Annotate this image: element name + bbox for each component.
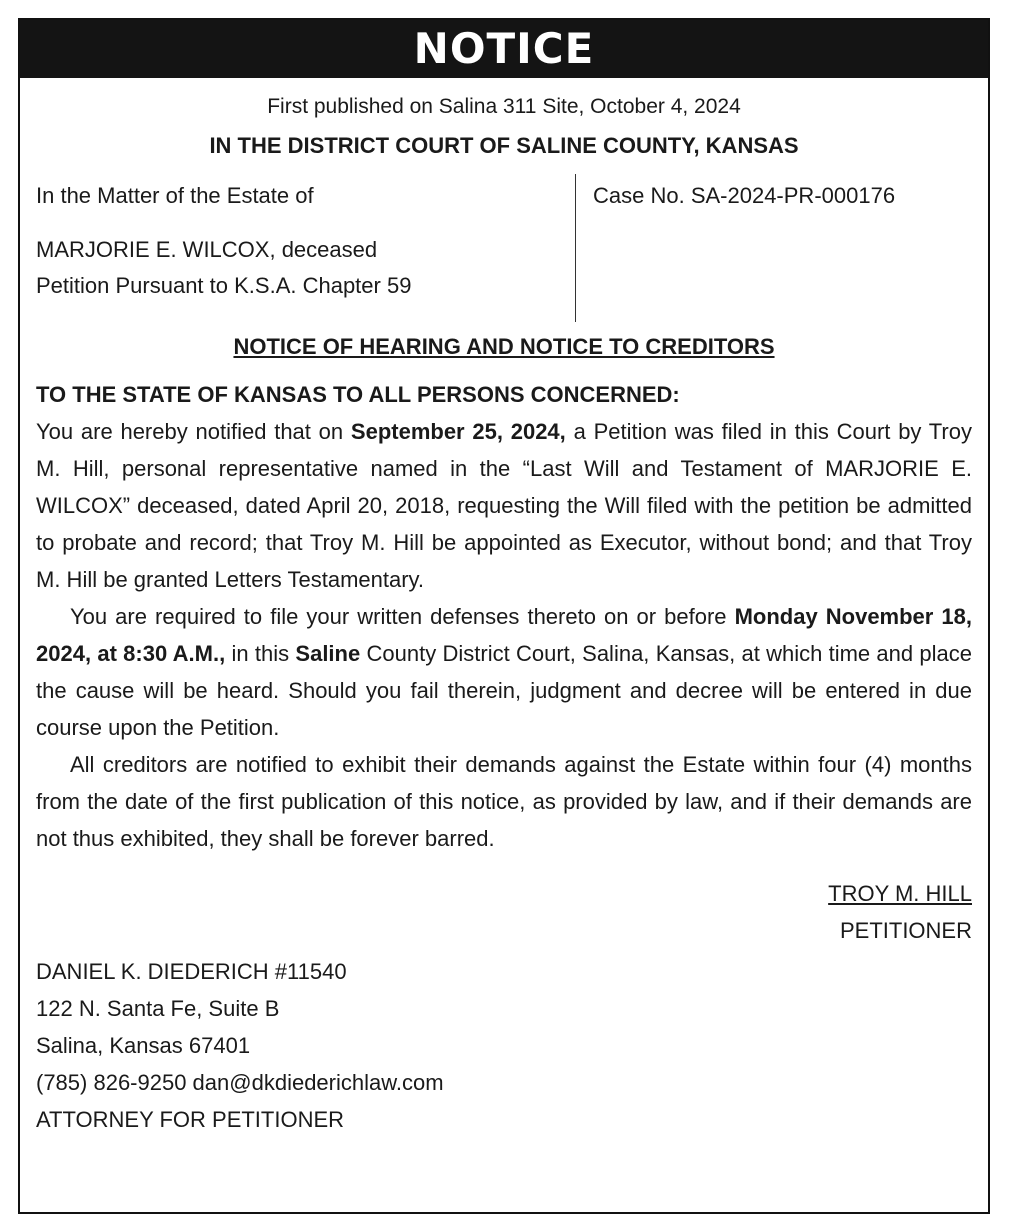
- attorney-name: DANIEL K. DIEDERICH #11540: [36, 959, 347, 984]
- case-caption: [20, 174, 988, 322]
- case-number: Case No. SA-2024-PR-000176: [593, 183, 896, 208]
- paragraph-creditors: All creditors are notified to exhibit their demands against the Estate within four (4) months from the date of the first publication of this notice, as provided by law, and if their demands are not thus exhibited, they shall be forever barred.: [36, 752, 972, 851]
- caption-left: [36, 178, 556, 304]
- notice-banner: NOTICE: [20, 20, 988, 78]
- attorney-address-1: 122 N. Santa Fe, Suite B: [36, 996, 280, 1021]
- attorney-address-2: Salina, Kansas 67401: [36, 1033, 251, 1058]
- matter-line: In the Matter of the Estate of: [36, 183, 314, 208]
- attorney-role: ATTORNEY FOR PETITIONER: [36, 1107, 345, 1132]
- petition-line: Petition Pursuant to K.S.A. Chapter 59: [36, 273, 412, 298]
- paragraph-defenses: You are required to file your written defenses thereto on or before Monday November 18, 2024, at 8:30 A.M., in this Saline County District Court, Salina, Kansas, at which time and place the cause will be heard. Should you fail therein, judgment and decree will be entered in due course upon the Petition.: [36, 604, 973, 740]
- first-published-line: First published on Salina 311 Site, October 4, 2024: [267, 95, 741, 118]
- notice-body: [20, 376, 988, 857]
- petitioner-name: TROY M. HILL: [828, 881, 972, 906]
- attorney-block: [20, 953, 988, 1138]
- caption-divider: [575, 174, 576, 322]
- decedent-line: MARJORIE E. WILCOX, deceased: [36, 237, 378, 262]
- petitioner-title: PETITIONER: [839, 918, 972, 943]
- notice-frame: [18, 18, 990, 1214]
- court-heading: IN THE DISTRICT COURT OF SALINE COUNTY, KANSAS: [209, 133, 799, 158]
- notice-title: NOTICE OF HEARING AND NOTICE TO CREDITORS: [233, 334, 775, 359]
- paragraph-petition: You are hereby notified that on September 25, 2024, a Petition was filed in this Court by Troy M. Hill, personal representative named in the “Last Will and Testament of MARJORIE E. WILCOX” deceased, dated April 20, 2018, requesting the Will filed with the petition be admitted to probate and record; that Troy M. Hill be appointed as Executor, without bond; and that Troy M. Hill be granted Letters Testamentary.: [36, 419, 972, 592]
- signature-block: [20, 875, 988, 949]
- attorney-contact: (785) 826-9250 dan@dkdiederichlaw.com: [36, 1070, 444, 1095]
- salutation: TO THE STATE OF KANSAS TO ALL PERSONS CONCERNED:: [36, 382, 680, 407]
